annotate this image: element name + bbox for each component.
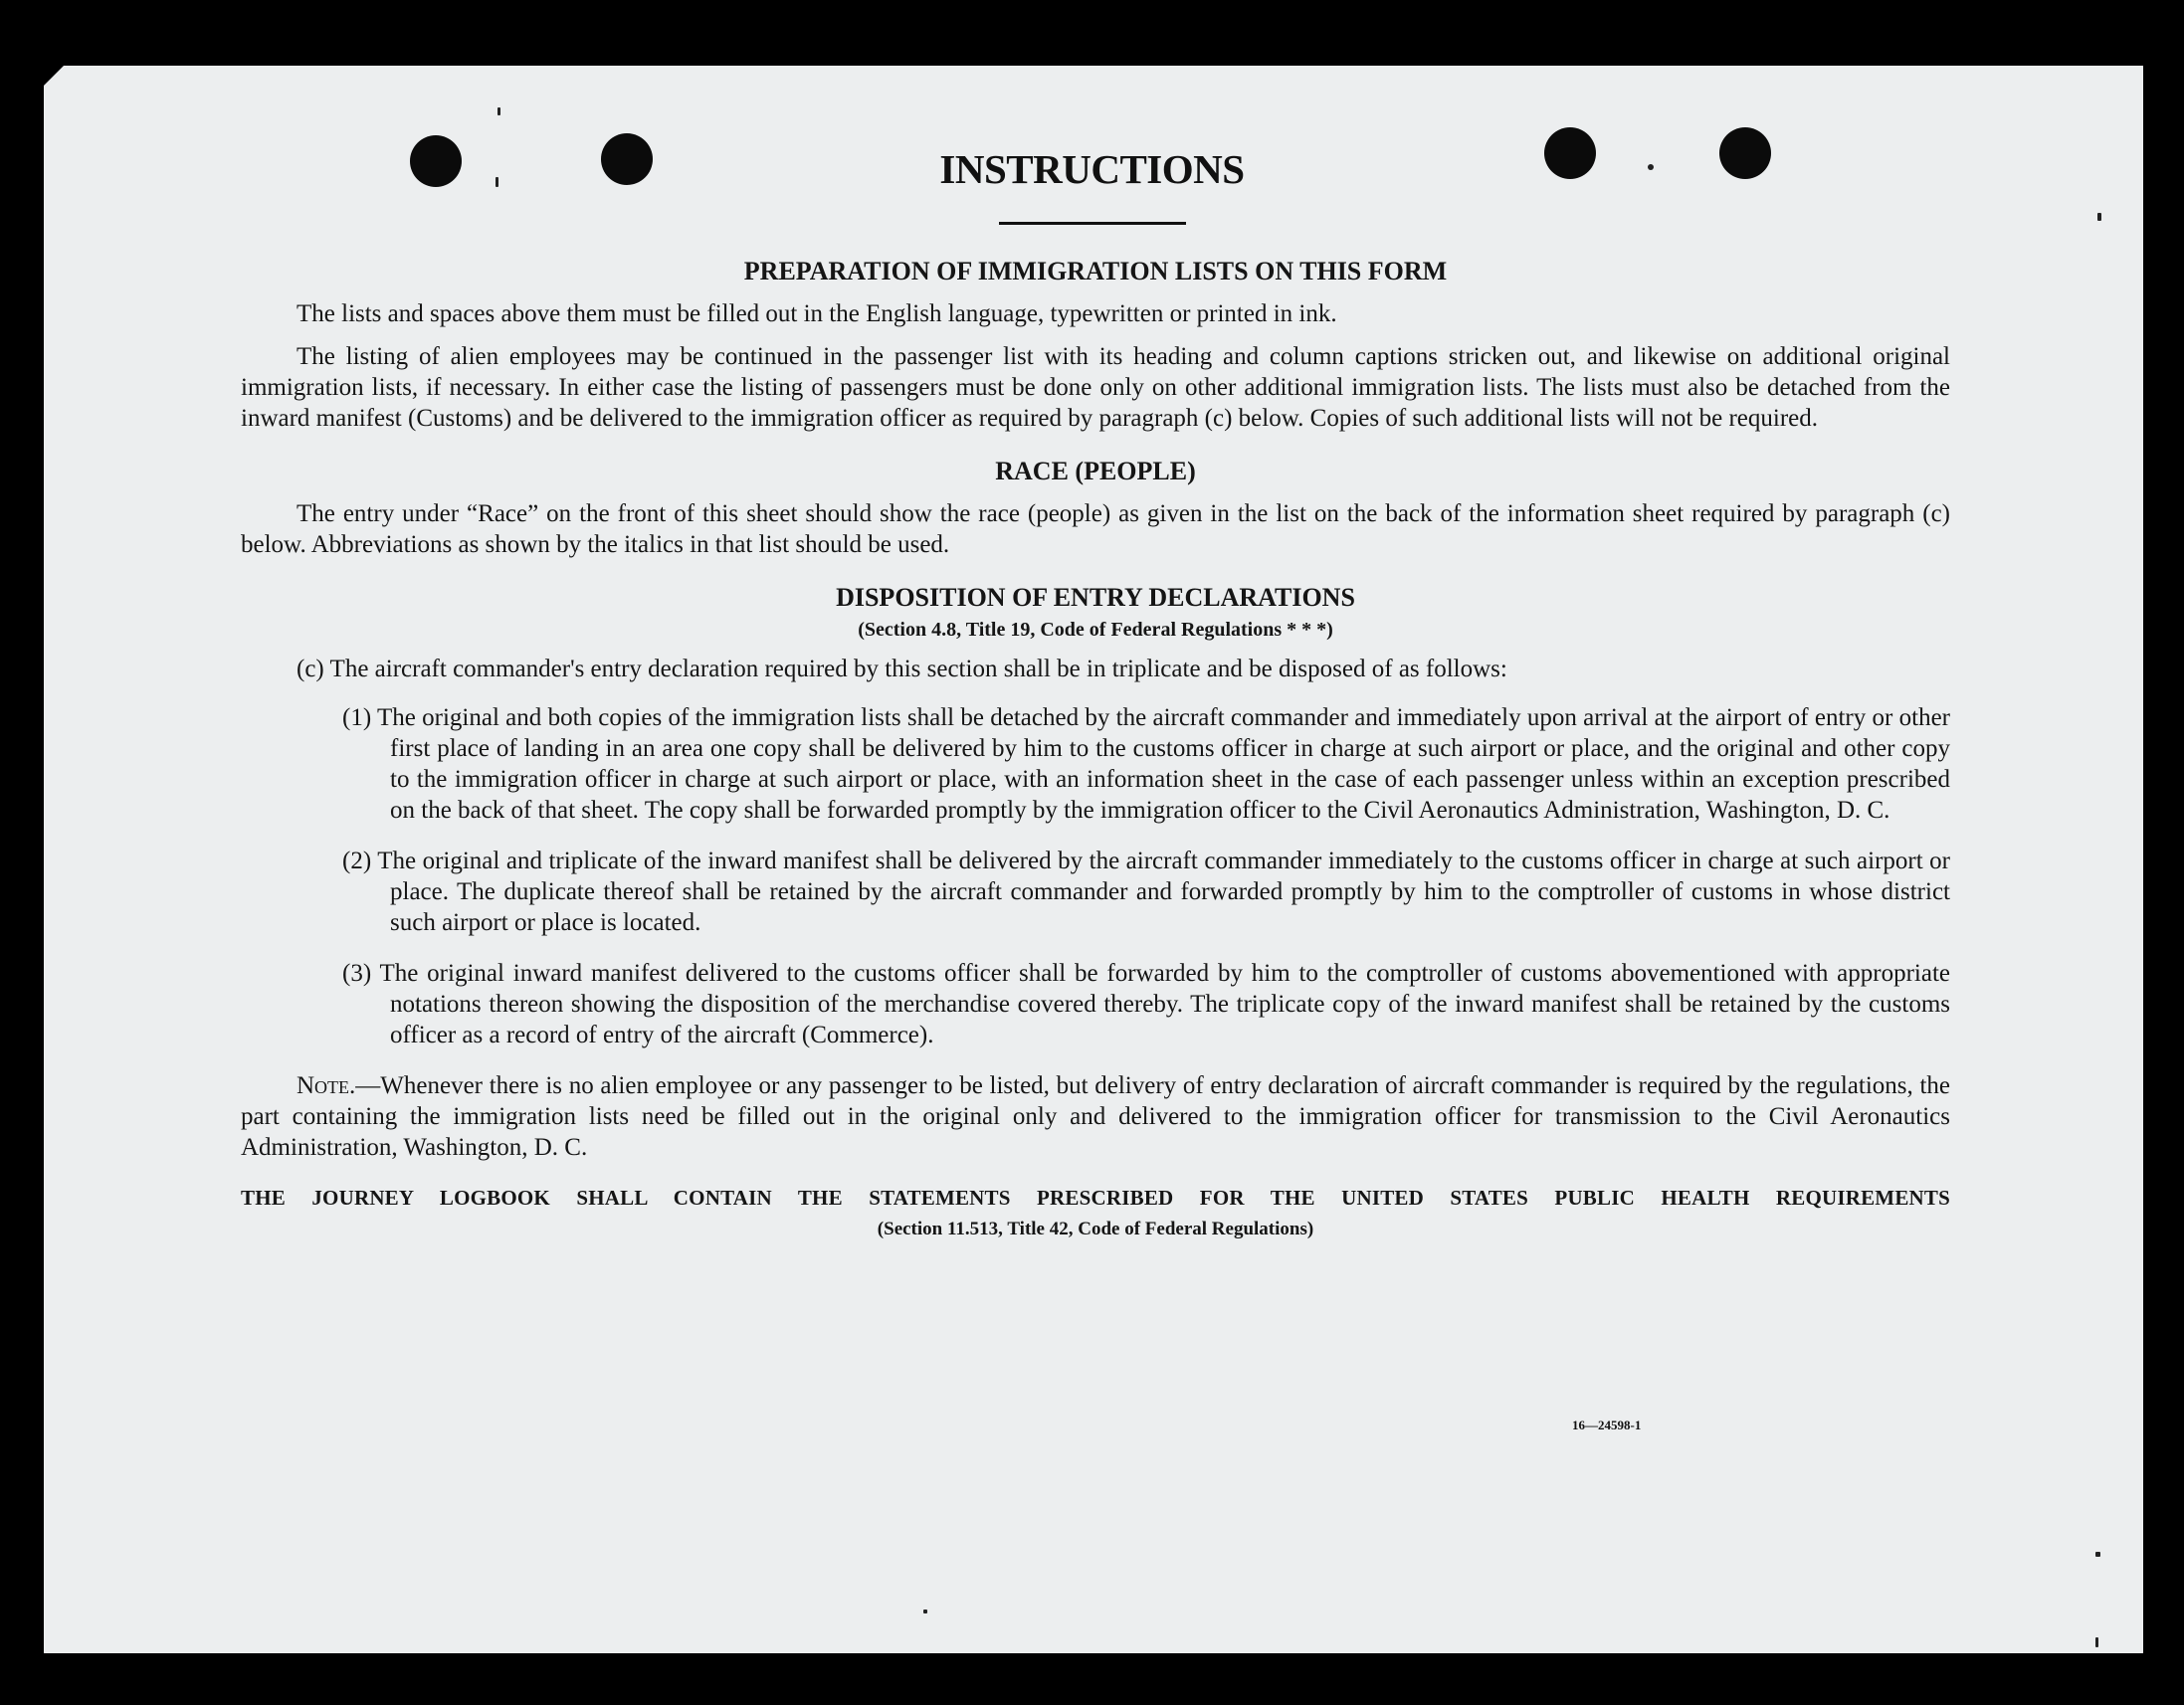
health-regulation: (Section 11.513, Title 42, Code of Federal Regulations) (877, 1219, 1314, 1239)
note-label: Note. (297, 1072, 356, 1099)
paper-speck (2097, 213, 2101, 221)
disposition-subheading: (Section 4.8, Title 19, Code of Federal Regulations * * *) (858, 619, 1333, 641)
disposition-intro: (c) The aircraft commander's entry declaration required by this section shall be in triplicate and be disposed of as follows: (297, 656, 1507, 682)
race-heading: RACE (PEOPLE) (995, 457, 1196, 485)
preparation-heading: PREPARATION OF IMMIGRATION LISTS ON THIS FORM (743, 257, 1448, 285)
disposition-item-3: (3) The original inward manifest delivered to the customs officer shall be forwarded by him to the comptroller of customs abovementioned with appropriate notations thereon showing the disposition of the merchandise covered thereby. The triplicate copy of the inward manifest shall be retained by the customs officer as a record of entry of the aircraft (Commerce). (342, 960, 1950, 1048)
race-paragraph: The entry under “Race” on the front of this sheet should show the race (people) as given in the list on the back of the information sheet required by paragraph (c) below. Abbreviations as shown by the italics in that list should be used. (241, 500, 1950, 558)
preparation-paragraph-1: The lists and spaces above them must be filled out in the English language, typewritten or printed in ink. (297, 300, 1337, 327)
instructions-body (241, 256, 1950, 1244)
disposition-item-1: (1) The original and both copies of the immigration lists shall be detached by the aircraft commander and immediately upon arrival at the airport of entry or other first place of landing in an area one copy shall be delivered by him to the customs officer in charge at such airport or place, and the original and other copy to the immigration officer in charge at such airport or place, with an information sheet in the case of each passenger unless within an exception prescribed on the back of that sheet. The copy shall be forwarded promptly by the immigration officer to the Civil Aeronautics Administration, Washington, D. C. (342, 704, 1950, 824)
health-statement: THE JOURNEY LOGBOOK SHALL CONTAIN THE STATEMENTS PRESCRIBED FOR THE UNITED STATES PUBLIC HEALTH REQUIREMENTS (241, 1186, 1950, 1210)
paper-speck (2095, 1637, 2098, 1647)
note-text: —Whenever there is no alien employee or any passenger to be listed, but delivery of entry declaration of aircraft commander is required by the regulations, the part containing the immigration lists need be filled out in the original only and delivered to the immigration officer for transmission to the Civil Aeronautics Administration, Washington, D. C. (241, 1072, 1950, 1161)
paper-speck (923, 1610, 927, 1613)
disposition-item-2: (2) The original and triplicate of the inward manifest shall be delivered by the aircraft commander immediately to the customs officer in charge at such airport or place. The duplicate thereof shall be retained by the aircraft commander and forwarded promptly by him to the comptroller of customs in whose district such airport or place is located. (342, 848, 1950, 936)
paper-speck (497, 107, 500, 115)
page-title: INSTRUCTIONS (939, 146, 1245, 192)
note-paragraph (241, 1070, 1950, 1163)
title-underline (999, 222, 1186, 225)
preparation-paragraph-2: The listing of alien employees may be continued in the passenger list with its heading and column captions stricken out, and likewise on additional original immigration lists, if necessary. In either case the listing of passengers must be done only on other additional immigration lists. The lists must also be detached from the inward manifest (Customs) and be delivered to the immigration officer as required by paragraph (c) below. Copies of such additional lists will not be required. (241, 343, 1950, 432)
paper-speck (2095, 1552, 2100, 1557)
form-number: 16—24598-1 (1572, 1418, 1642, 1432)
disposition-heading: DISPOSITION OF ENTRY DECLARATIONS (836, 583, 1355, 612)
